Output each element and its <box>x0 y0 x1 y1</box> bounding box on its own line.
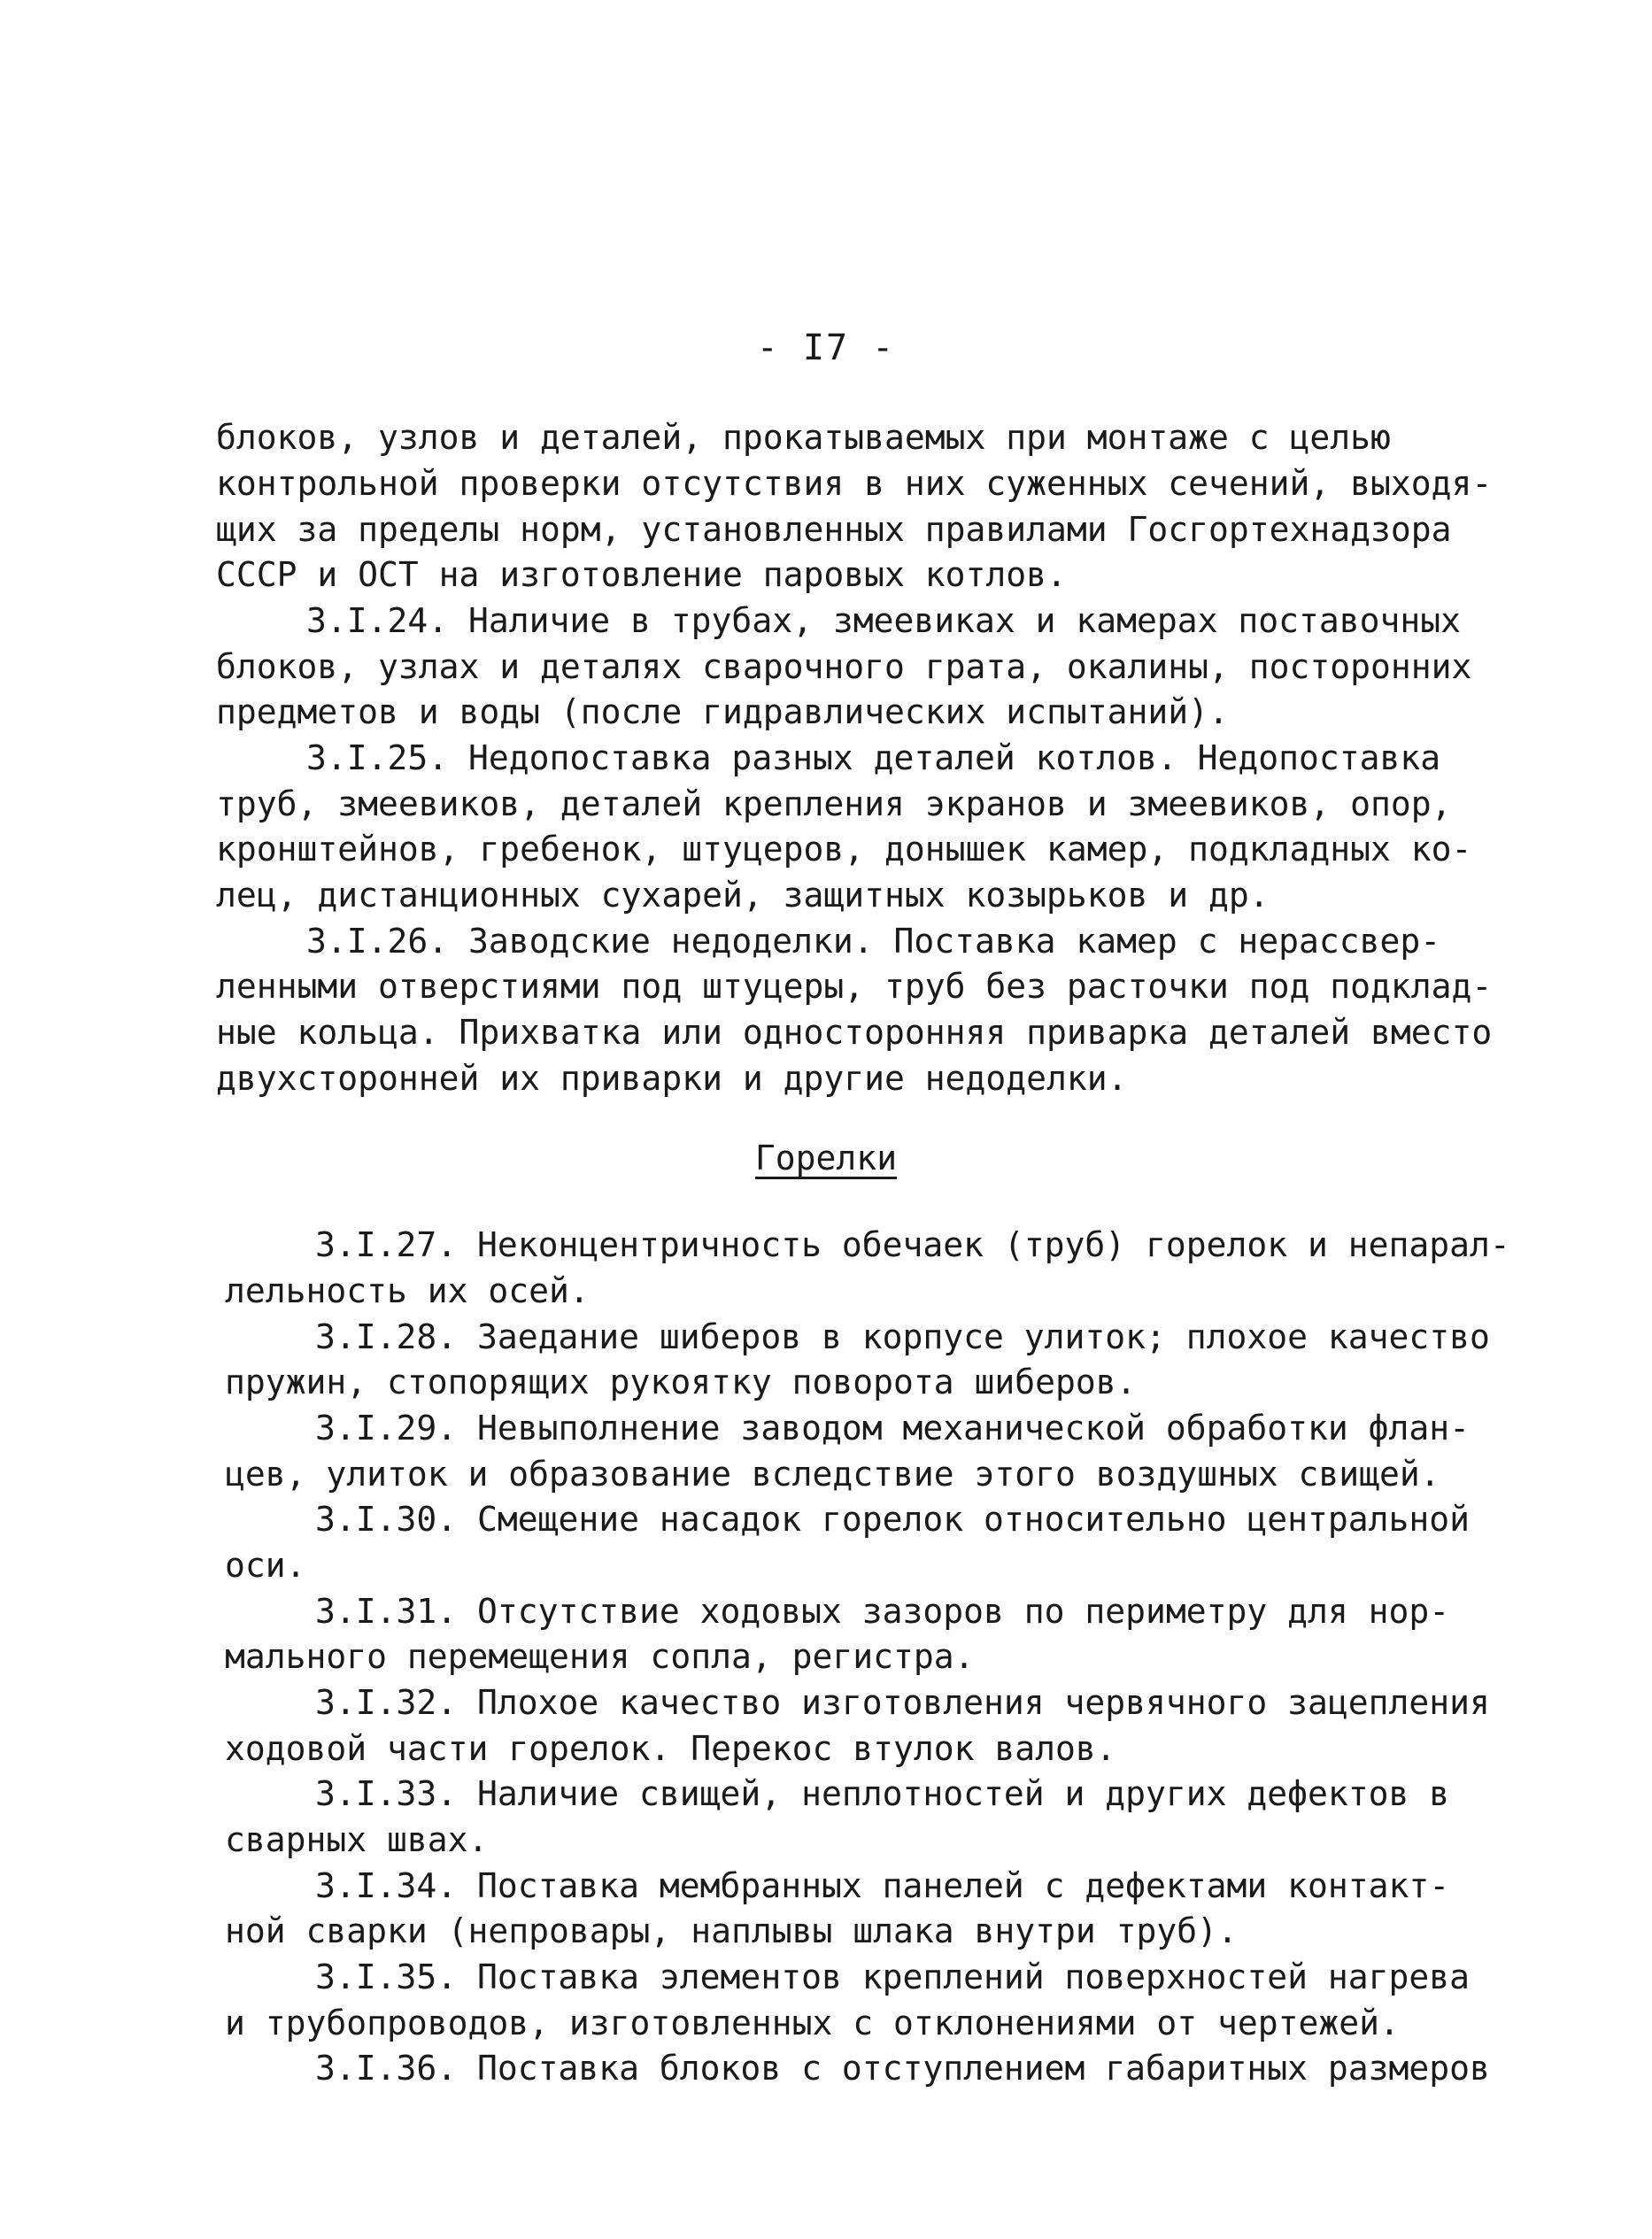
text-line: пружин, стопорящих рукоятку поворота шиберов. <box>225 1363 1137 1401</box>
text-line: СССР и ОСТ на изготовление паровых котлов. <box>216 555 1067 594</box>
text-line: 3.I.34. Поставка мембранных панелей с дефектами контакт- <box>315 1866 1450 1905</box>
text-line: и трубопроводов, изготовленных с отклонениями от чертежей. <box>225 2004 1400 2042</box>
page-number: - I7 - <box>756 328 896 368</box>
text-line: труб, змеевиков, деталей крепления экранов и змеевиков, опор, <box>216 784 1452 823</box>
text-line: ной сварки (непровары, наплывы шлака внутри труб). <box>225 1911 1238 1950</box>
text-line: 3.I.36. Поставка блоков с отступлением габаритных размеров <box>315 2049 1490 2088</box>
text-line: 3.I.31. Отсутствие ходовых зазоров по периметру для нор- <box>315 1592 1450 1631</box>
text-line: контрольной проверки отсутствия в них суженных сечений, выходя- <box>216 464 1493 503</box>
text-line: 3.I.35. Поставка элементов креплений поверхностей нагрева <box>315 1957 1471 1996</box>
text-line: оси. <box>225 1546 306 1585</box>
text-line: 3.I.25. Недопоставка разных деталей котлов. Недопоставка <box>306 738 1441 777</box>
text-line: блоков, узлах и деталях сварочного грата, окалины, посторонних <box>216 647 1472 686</box>
text-line: 3.I.33. Наличие свищей, неплотностей и других дефектов в <box>315 1774 1450 1813</box>
text-line: цев, улиток и образование вследствие этого воздушных свищей. <box>225 1455 1440 1494</box>
text-line: ходовой части горелок. Перекос втулок валов. <box>225 1729 1116 1768</box>
text-line: мального перемещения сопла, регистра. <box>225 1637 975 1676</box>
text-line: 3.I.26. Заводские недоделки. Поставка камер с нерассвер- <box>306 922 1441 961</box>
text-line: 3.I.30. Смещение насадок горелок относительно центральной <box>315 1500 1471 1539</box>
text-line: 3.I.32. Плохое качество изготовления червячного зацепления <box>315 1683 1490 1722</box>
text-line: ные кольца. Прихватка или односторонняя приварка деталей вместо <box>216 1013 1493 1052</box>
text-line: 3.I.28. Заедание шиберов в корпусе улиток; плохое качество <box>315 1317 1490 1356</box>
text-line: сварных швах. <box>225 1820 489 1859</box>
text-line: 3.I.24. Наличие в трубах, змеевиках и камерах поставочных <box>306 601 1462 640</box>
text-line: щих за пределы норм, установленных правилами Госгортехнадзора <box>216 510 1452 549</box>
text-line: лец, дистанционных сухарей, защитных козырьков и др. <box>216 876 1270 915</box>
text-line: 3.I.27. Неконцентричность обечаек (труб) горелок и непарал- <box>315 1225 1510 1264</box>
text-line: предметов и воды (после гидравлических испытаний). <box>216 692 1229 731</box>
text-line: кронштейнов, гребенок, штуцеров, донышек камер, подкладных ко- <box>216 830 1472 869</box>
section-heading-text: Горелки <box>754 1139 898 1177</box>
text-line: 3.I.29. Невыполнение заводом механической обработки флан- <box>315 1409 1471 1448</box>
text-line: двухсторонней их приварки и другие недоделки. <box>216 1059 1128 1098</box>
text-line: лельность их осей. <box>225 1271 590 1310</box>
section-heading <box>0 1139 1652 1177</box>
text-line: ленными отверстиями под штуцеры, труб без расточки под подклад- <box>216 967 1493 1006</box>
text-line: блоков, узлов и деталей, прокатываемых при монтаже с целью <box>216 418 1391 457</box>
